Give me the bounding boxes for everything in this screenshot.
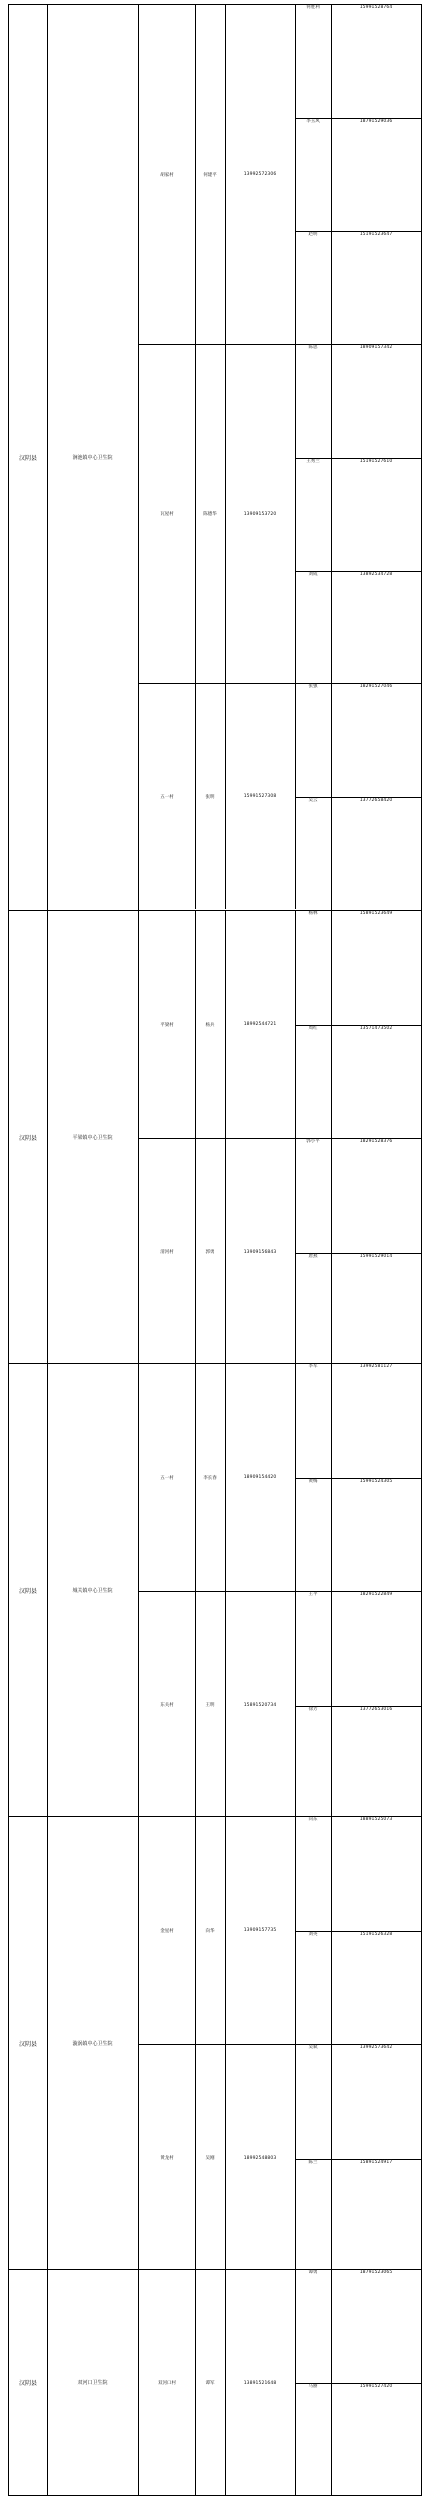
member-name: 张强 [295, 684, 332, 797]
member-phone: 15991529014 [359, 1253, 393, 1259]
member-row [295, 2045, 421, 2159]
member-row [295, 2383, 421, 2496]
doctor-phone: 13891521648 [225, 2270, 296, 2496]
member-name: 刘成 [295, 572, 332, 684]
member-phone: 18291522849 [359, 1592, 393, 1597]
member-phone: 15191527610 [359, 459, 393, 464]
hospital-section [9, 1363, 421, 1816]
member-row [295, 571, 421, 684]
member-name: 王平 [295, 1592, 332, 1706]
doctor-phone: 13909156843 [225, 1139, 296, 1365]
doctor-name: 何建平 [195, 5, 226, 344]
member-row [295, 1139, 421, 1253]
village-name: 五一村 [139, 1364, 196, 1591]
member-name: 向东 [295, 1817, 332, 1931]
hospital-cell: 双河口卫生院 [47, 2270, 139, 2495]
member-row [295, 231, 421, 344]
member-row [295, 1706, 421, 1820]
member-phone: 18291527046 [359, 684, 393, 689]
doctor-name: 李长春 [195, 1364, 226, 1591]
county-cell: 汉阴县 [9, 1364, 48, 1816]
member-phone: 18791529036 [359, 119, 393, 124]
member-name: 吴云 [295, 798, 332, 910]
village-name: 平梁村 [139, 911, 196, 1138]
member-phone: 13571473502 [359, 1025, 393, 1031]
member-row [295, 118, 421, 231]
hospital-cell: 涧池镇中心卫生院 [47, 5, 139, 910]
member-row [295, 1931, 421, 2045]
member-phone: 15191526328 [359, 1931, 393, 1937]
member-name: 赵明 [295, 232, 332, 344]
contact-table [8, 4, 422, 2496]
county-cell: 汉阴县 [9, 5, 48, 910]
member-phone: 13772653016 [359, 1706, 393, 1712]
member-phone: 15991528764 [359, 5, 393, 10]
member-name: 徐芳 [295, 1707, 332, 1820]
member-name: 陈思 [295, 345, 332, 458]
member-row [295, 2270, 421, 2383]
hospital-section [9, 910, 421, 1363]
member-phone: 13772658420 [359, 798, 393, 803]
member-row [295, 1253, 421, 1367]
doctor-name: 向华 [195, 1817, 226, 2044]
member-name: 周红 [295, 1026, 332, 1139]
member-row [295, 911, 421, 1025]
village-name: 五一村 [139, 684, 196, 909]
member-phone: 13892534728 [359, 572, 393, 577]
village-row [139, 1138, 421, 1365]
member-phone: 15991524305 [359, 1478, 393, 1484]
doctor-phone: 15891520734 [225, 1592, 296, 1818]
village-name: 金星村 [139, 1817, 196, 2044]
village-row [139, 1817, 421, 2044]
village-row [139, 2270, 421, 2496]
village-name: 瓦屋村 [139, 345, 196, 683]
member-row [295, 1364, 421, 1478]
doctor-name: 杨兵 [195, 911, 226, 1138]
member-name: 黄梅 [295, 1479, 332, 1592]
hospital-cell: 漩涡镇中心卫生院 [47, 1817, 139, 2269]
doctor-phone: 15991527308 [225, 684, 296, 909]
hospital-cell: 平梁镇中心卫生院 [47, 911, 139, 1363]
member-phone: 18791523065 [359, 2270, 393, 2275]
village-name: 双河口村 [139, 2270, 196, 2496]
member-row [295, 1025, 421, 1139]
doctor-phone: 18992544721 [225, 911, 296, 1138]
village-row [139, 1364, 421, 1591]
village-name: 东关村 [139, 1592, 196, 1818]
village-name: 清河村 [139, 1139, 196, 1365]
village-row [139, 344, 421, 683]
county-cell: 汉阴县 [9, 1817, 48, 2269]
member-name: 马丽 [295, 2384, 332, 2496]
doctor-name: 郭勇 [195, 1139, 226, 1365]
member-phone: 15891524917 [359, 2159, 393, 2165]
hospital-section [9, 1816, 421, 2269]
member-row [295, 2159, 421, 2273]
county-cell: 汉阴县 [9, 2270, 48, 2495]
member-phone: 18891525073 [359, 1817, 393, 1822]
member-name: 刘英 [295, 1932, 332, 2045]
doctor-name: 陈德华 [195, 345, 226, 683]
village-name: 胡家村 [139, 5, 196, 344]
member-phone: 15191523647 [359, 232, 393, 237]
member-row [295, 458, 421, 571]
doctor-phone: 18909154420 [225, 1364, 296, 1591]
member-row [295, 5, 421, 118]
member-row [295, 1478, 421, 1592]
hospital-section [9, 5, 421, 910]
member-phone: 13992581127 [359, 1364, 393, 1369]
village-name: 黄龙村 [139, 2045, 196, 2271]
member-row [295, 1592, 421, 1706]
village-row [139, 911, 421, 1138]
member-name: 何胜利 [295, 5, 332, 118]
doctor-phone: 13909157735 [225, 1817, 296, 2044]
member-name: 谭勇 [295, 2270, 332, 2383]
member-name: 郭小平 [295, 1139, 332, 1253]
doctor-phone: 13909153720 [225, 345, 296, 683]
doctor-name: 王明 [195, 1592, 226, 1818]
hospital-cell: 城关镇中心卫生院 [47, 1364, 139, 1816]
member-name: 陈兰 [295, 2160, 332, 2273]
member-row [295, 684, 421, 797]
member-row [295, 797, 421, 910]
member-name: 李军 [295, 1364, 332, 1478]
member-phone: 18909157342 [359, 345, 393, 350]
village-row [139, 1591, 421, 1818]
doctor-phone: 18992548803 [225, 2045, 296, 2271]
member-row [295, 1817, 421, 1931]
member-phone: 15991527420 [359, 2384, 393, 2389]
member-name: 李玉风 [295, 119, 332, 231]
doctor-name: 谭军 [195, 2270, 226, 2496]
hospital-section [9, 2269, 421, 2495]
village-row [139, 2044, 421, 2271]
member-phone: 13992573642 [359, 2045, 393, 2050]
member-name: 唐燕 [295, 1254, 332, 1367]
member-row [295, 345, 421, 458]
member-name: 杨林 [295, 911, 332, 1025]
village-row [139, 5, 421, 344]
member-phone: 15891523649 [359, 911, 393, 916]
doctor-phone: 13992572306 [225, 5, 296, 344]
member-name: 王秀兰 [295, 459, 332, 571]
doctor-name: 吴刚 [195, 2045, 226, 2271]
county-cell: 汉阴县 [9, 911, 48, 1363]
member-name: 吴斌 [295, 2045, 332, 2159]
member-phone: 18291528376 [359, 1139, 393, 1144]
village-row [139, 683, 421, 909]
doctor-name: 张明 [195, 684, 226, 909]
